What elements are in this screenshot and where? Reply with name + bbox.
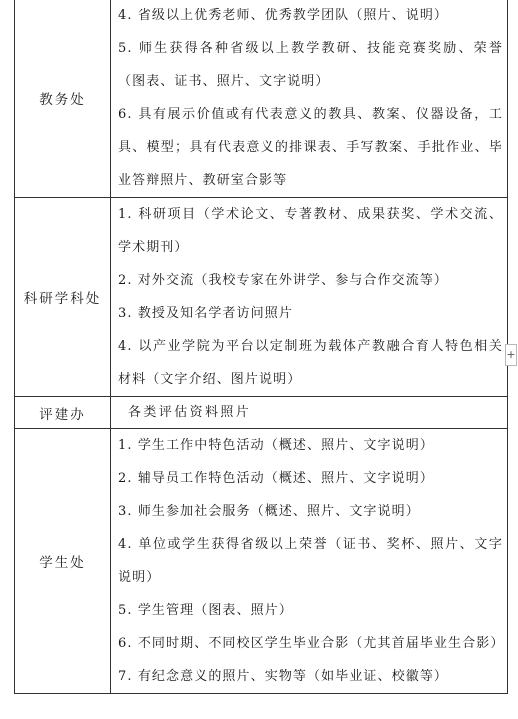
table-row bbox=[15, 0, 508, 198]
list-item: 2. 辅导员工作特色活动（概述、照片、文字说明） bbox=[118, 471, 434, 486]
items-cell-pingjian bbox=[111, 397, 508, 429]
table-row bbox=[15, 429, 508, 694]
list-item: 4. 单位或学生获得省级以上荣誉（证书、奖杯、照片、文字说明） bbox=[118, 537, 503, 585]
table-row bbox=[15, 198, 508, 397]
dept-cell-xuesheng: 学生处 bbox=[15, 429, 111, 694]
list-item: 5. 学生管理（图表、照片） bbox=[118, 603, 293, 618]
list-item: 3. 师生参加社会服务（概述、照片、文字说明） bbox=[118, 504, 420, 519]
dept-cell-pingjian: 评建办 bbox=[15, 397, 111, 429]
list-item: 4. 省级以上优秀老师、优秀教学团队（照片、说明） bbox=[118, 8, 449, 23]
list-item: 2. 对外交流（我校专家在外讲学、参与合作交流等） bbox=[118, 273, 449, 288]
items-cell-xuesheng bbox=[111, 429, 508, 694]
items-cell-keyan bbox=[111, 198, 508, 397]
dept-cell-keyan: 科研学科处 bbox=[15, 198, 111, 397]
list-item: 4. 以产业学院为平台以定制班为载体产教融合育人特色相关材料（文字介绍、图片说明） bbox=[118, 339, 503, 387]
list-item: 7. 有纪念意义的照片、实物等（如毕业证、校徽等） bbox=[118, 669, 449, 684]
list-item: 1. 学生工作中特色活动（概述、照片、文字说明） bbox=[118, 438, 434, 453]
list-item: 1. 科研项目（学术论文、专著教材、成果获奖、学术交流、学术期刊） bbox=[118, 207, 503, 255]
table-row bbox=[15, 397, 508, 429]
add-row-handle-icon[interactable]: + bbox=[505, 344, 517, 366]
list-item: 6. 具有展示价值或有代表意义的教具、教案、仪器设备，工具、模型；具有代表意义的排课表、手写教案、手批作业、毕业答辩照片、教研室合影等 bbox=[118, 107, 503, 188]
list-item: 各类评估资料照片 bbox=[128, 405, 252, 420]
items-cell-jiaowu bbox=[111, 0, 508, 198]
materials-table bbox=[14, 0, 508, 694]
list-item: 6. 不同时期、不同校区学生毕业合影（尤其首届毕业生合影） bbox=[118, 636, 505, 651]
list-item: 5. 师生获得各种省级以上教学教研、技能竞赛奖励、荣誉（图表、证书、照片、文字说明） bbox=[118, 41, 503, 89]
list-item: 3. 教授及知名学者访问照片 bbox=[118, 306, 293, 321]
dept-cell-jiaowu: 教务处 bbox=[15, 0, 111, 198]
